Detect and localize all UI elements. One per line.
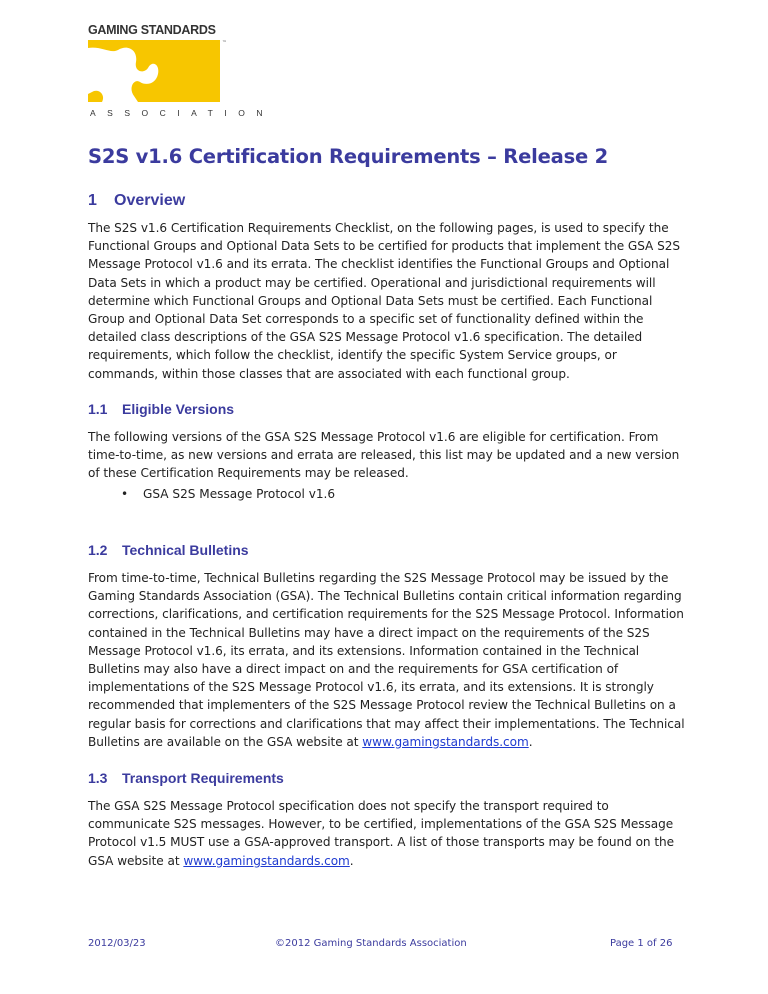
paragraph-text: The GSA S2S Message Protocol specification does not specify the transport required to communicate S2S messages. However, to be certified, implementations of the GSA S2S Message Protocol v1.5 MUST use a GSA-approved transport. A list of those transports may be found on the GSA website at: [88, 799, 675, 868]
logo-puzzle-art: [88, 40, 220, 102]
footer-copyright: ©2012 Gaming Standards Association: [275, 938, 467, 949]
eligible-version-list-item: [121, 487, 335, 501]
section-number: 1.3: [88, 770, 108, 786]
eligible-versions-paragraph: The following versions of the GSA S2S Message Protocol v1.6 are eligible for certification. From time-to-time, as new versions and errata are released, this list may be updated and a new version of these Certification Requirements may be released.: [88, 430, 680, 481]
section-number: 1.1: [88, 401, 108, 417]
section-heading-eligible-versions: [88, 401, 234, 417]
paragraph-end: .: [528, 734, 533, 749]
section-title: Eligible Versions: [122, 401, 235, 417]
section-number: 1.2: [88, 542, 108, 558]
section-title: Overview: [114, 192, 186, 209]
section-number: 1: [88, 192, 97, 209]
gsa-logo: [88, 20, 278, 120]
section-heading-overview: [88, 192, 185, 210]
document-title: S2S v1.6 Certification Requirements – Release 2: [88, 145, 608, 168]
footer-date: 2012/03/23: [88, 938, 146, 949]
paragraph-end: .: [349, 853, 354, 868]
footer-page-number: Page 1 of 26: [610, 938, 673, 949]
logo-bottom-text: ASSOCIATION: [90, 108, 274, 118]
trademark-symbol: ™: [222, 40, 227, 46]
paragraph-text: From time-to-time, Technical Bulletins regarding the S2S Message Protocol may be issued by the Gaming Standards Association (GSA). The Technical Bulletins contain critical information regarding corrections, clarifications, and certification requirements for the S2S Message Protocol. Information contained in the Technical Bulletins may have a direct impact on the requirements of the S2S Message Protocol v1.6, its errata, and its extensions. Information contained in the Technical Bulletins may also have a direct impact on and the requirements for GSA certification of implementations of the S2S Message Protocol v1.6, its errata, and its extensions. It is strongly recommended that implementers of the S2S Message Protocol review the Technical Bulletins on a regular basis for corrections and clarifications that may affect their implementations. The Technical Bulletins are available on the GSA website at: [88, 571, 685, 749]
bullet-icon: •: [121, 487, 129, 501]
logo-top-text: GAMING STANDARDS: [88, 23, 216, 37]
section-title: Transport Requirements: [122, 770, 284, 786]
technical-bulletins-paragraph: [88, 569, 688, 751]
gsa-website-link[interactable]: www.gamingstandards.com: [183, 853, 350, 868]
list-item-text: GSA S2S Message Protocol v1.6: [143, 487, 336, 501]
section-heading-technical-bulletins: [88, 542, 249, 558]
transport-requirements-paragraph: [88, 797, 688, 870]
gsa-website-link[interactable]: www.gamingstandards.com: [362, 734, 529, 749]
section-heading-transport-requirements: [88, 770, 284, 786]
overview-paragraph: The S2S v1.6 Certification Requirements Checklist, on the following pages, is used to specify the Functional Groups and Optional Data Sets to be certified for products that implement the GSA S2S Message Protocol v1.6 and its errata. The checklist identifies the Functional Groups and Optional Data Sets in which a product may be certified. Operational and jurisdictional requirements will determine which Functional Groups and Optional Data Sets must be certified. Each Functional Group and Optional Data Set corresponds to a specific set of functionality defined within the detailed class descriptions of the GSA S2S Message Protocol v1.6 specification. The detailed requirements, which follow the checklist, identify the specific System Service groups, or commands, within those classes that are associated with each functional group.: [88, 221, 680, 381]
section-title: Technical Bulletins: [122, 542, 249, 558]
